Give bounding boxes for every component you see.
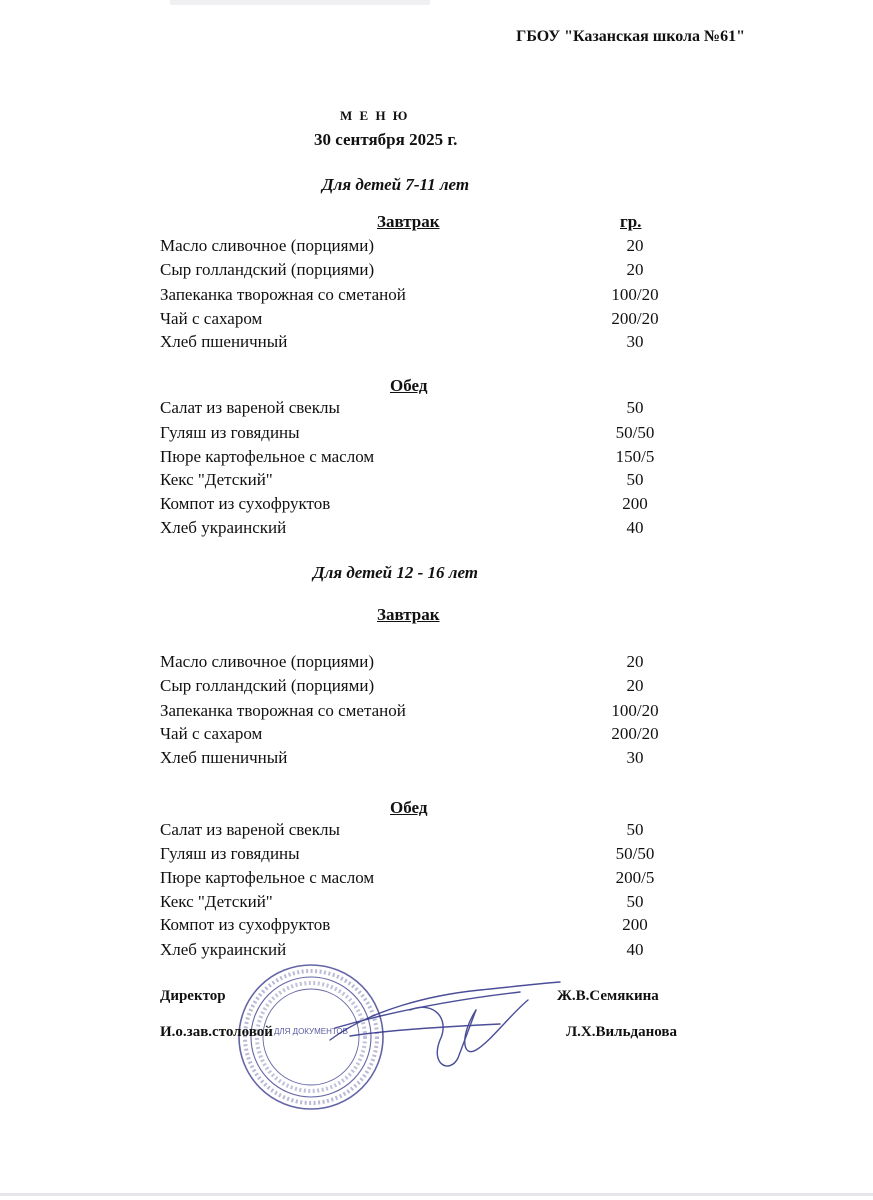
menu-item-name: Хлеб пшеничный: [160, 332, 288, 351]
menu-item-name: Хлеб пшеничный: [160, 748, 288, 767]
menu-item-qty: 100/20: [611, 701, 659, 720]
menu-item-name: Запеканка творожная со сметаной: [160, 285, 406, 304]
menu-item-qty: 20: [626, 676, 644, 695]
menu-item-name: Салат из вареной свеклы: [160, 398, 340, 417]
section-title-lunch: Обед: [390, 376, 428, 395]
menu-item-qty: 50: [626, 820, 644, 839]
section-title-breakfast: Завтрак: [377, 605, 440, 624]
menu-item-qty: 30: [626, 332, 644, 351]
menu-item-name: Запеканка творожная со сметаной: [160, 701, 406, 720]
signature-scribble: [290, 970, 590, 1080]
menu-date: 30 сентября 2025 г.: [314, 130, 458, 149]
menu-item-qty: 40: [626, 940, 644, 959]
menu-item-qty: 40: [626, 518, 644, 537]
menu-item-name: Хлеб украинский: [160, 940, 287, 959]
menu-item-qty: 200/5: [615, 868, 655, 887]
unit-header: гр.: [620, 212, 642, 231]
menu-item-name: Гуляш из говядины: [160, 844, 300, 863]
menu-item-qty: 50: [626, 470, 644, 489]
menu-item-qty: 50: [626, 892, 644, 911]
menu-item-qty: 30: [626, 748, 644, 767]
menu-item-qty: 50: [626, 398, 644, 417]
menu-item-name: Пюре картофельное с маслом: [160, 447, 375, 466]
menu-item-qty: 200/20: [611, 309, 659, 328]
menu-item-qty: 100/20: [611, 285, 659, 304]
menu-item-name: Пюре картофельное с маслом: [160, 868, 375, 887]
menu-item-name: Масло сливочное (порциями): [160, 652, 374, 671]
director-name: Ж.В.Семякина: [557, 988, 659, 1004]
section-title-breakfast: Завтрак: [377, 212, 440, 231]
menu-item-name: Чай с сахаром: [160, 309, 263, 328]
menu-item-qty: 20: [626, 260, 644, 279]
menu-item-name: Чай с сахаром: [160, 724, 263, 743]
organization-name: ГБОУ "Казанская школа №61": [516, 28, 745, 45]
menu-item-qty: 20: [626, 236, 644, 255]
menu-item-qty: 200: [622, 494, 648, 513]
menu-item-name: Кекс "Детский": [160, 470, 273, 489]
menu-item-name: Компот из сухофруктов: [160, 915, 331, 934]
age-group-label: Для детей 12 - 16 лет: [313, 563, 479, 582]
menu-item-name: Сыр голландский (порциями): [160, 260, 375, 279]
age-group-label: Для детей 7-11 лет: [322, 175, 470, 194]
scan-edge-line: [0, 1193, 873, 1196]
menu-item-name: Хлеб украинский: [160, 518, 287, 537]
menu-item-qty: 20: [626, 652, 644, 671]
menu-item-qty: 50/50: [615, 423, 655, 442]
menu-item-qty: 150/5: [615, 447, 655, 466]
menu-item-qty: 200/20: [611, 724, 659, 743]
menu-item-name: Салат из вареной свеклы: [160, 820, 340, 839]
menu-item-name: Компот из сухофруктов: [160, 494, 331, 513]
director-title: Директор: [160, 988, 226, 1004]
canteen-head-title: И.о.зав.столовой: [160, 1024, 273, 1040]
menu-item-name: Сыр голландский (порциями): [160, 676, 375, 695]
menu-item-qty: 50/50: [615, 844, 655, 863]
menu-item-name: Масло сливочное (порциями): [160, 236, 374, 255]
scan-mark: [170, 0, 430, 6]
menu-item-qty: 200: [622, 915, 648, 934]
menu-title: М Е Н Ю: [340, 108, 410, 123]
menu-item-name: Кекс "Детский": [160, 892, 273, 911]
stamp-text: ДЛЯ ДОКУМЕНТОВ: [273, 1027, 349, 1036]
menu-item-name: Гуляш из говядины: [160, 423, 300, 442]
canteen-head-name: Л.Х.Вильданова: [566, 1024, 677, 1040]
section-title-lunch: Обед: [390, 798, 428, 817]
